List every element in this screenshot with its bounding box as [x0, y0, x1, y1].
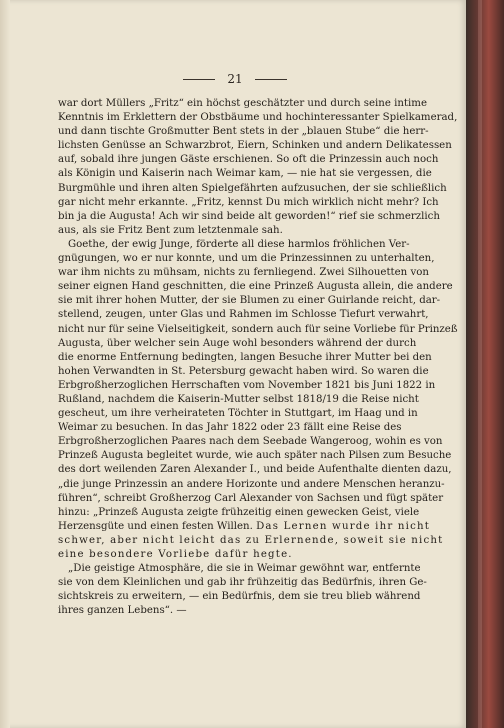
- text-line: Erbgroßherzoglichen Paares nach dem Seebade Wangeroog, wohin es von: [58, 436, 443, 448]
- text-line: Weimar zu besuchen. In das Jahr 1822 oder 23 fällt eine Reise des: [58, 422, 402, 434]
- text-line: gnügungen, wo er nur konnte, und um die Prinzessinnen zu unterhalten,: [58, 253, 435, 265]
- text-line-segment: Herzensgüte und einen festen Willen.: [58, 520, 257, 532]
- text-line-spaced-segment: Das Lernen wurde ihr nicht: [256, 520, 431, 532]
- text-line: eine besondere Vorliebe dafür hegte.: [58, 549, 293, 560]
- text-line: lichsten Genüsse an Schwarzbrot, Eiern, Schinken und andern Delikatessen: [58, 140, 452, 152]
- text-line: stellend, zeugen, unter Glas und Rahmen im Schlosse Tiefurt verwahrt,: [58, 309, 429, 321]
- text-line: war dort Müllers „Fritz“ ein höchst geschätzter und durch seine intime: [58, 98, 427, 109]
- header-rule-right: [255, 79, 287, 80]
- text-line: hohen Verwandten in St. Petersburg gewacht haben wird. So waren die: [58, 365, 429, 377]
- text-line: gescheut, um ihre verheirateten Töchter in Stuttgart, im Haag und in: [58, 408, 418, 420]
- text-line: bin ja die Augusta! Ach wir sind beide alt geworden!“ rief sie schmerzlich: [58, 210, 440, 222]
- text-line: war ihm nichts zu mühsam, nichts zu fernliegend. Zwei Silhouetten von: [58, 267, 429, 279]
- text-line: nicht nur für seine Vielseitigkeit, sondern auch für seine Vorliebe für Prinzeß: [58, 323, 458, 335]
- text-line: seiner eignen Hand geschnitten, die eine Prinzeß Augusta allein, die andere: [58, 281, 453, 293]
- book-cover-edge: [466, 0, 504, 728]
- text-line: auf, sobald ihre jungen Gäste erschienen. So oft die Prinzessin auch noch: [58, 154, 439, 166]
- text-line: „die junge Prinzessin an andere Horizonte und andere Menschen heranzu-: [58, 478, 445, 490]
- page-number: 21: [227, 72, 243, 86]
- header-rule-left: [183, 79, 215, 80]
- text-line: Burgmühle und ihren alten Spielgefährten aufzusuchen, der sie schließlich: [58, 182, 447, 194]
- text-line: Kenntnis im Erklettern der Obstbäume und hochinteressanter Spielkamerad,: [58, 112, 458, 124]
- text-line: sie von dem Kleinlichen und gab ihr frühzeitig das Bedürfnis, ihren Ge-: [58, 577, 427, 589]
- text-line: sichtskreis zu erweitern, — ein Bedürfnis, dem sie treu blieb während: [58, 591, 421, 603]
- gutter-shadow: [0, 0, 10, 728]
- text-line: Augusta, über welcher sein Auge wohl besonders während der durch: [58, 337, 417, 349]
- book-cover-highlight: [478, 0, 482, 728]
- text-line: hinzu: „Prinzeß Augusta zeigte frühzeitig einen gewecken Geist, viele: [58, 506, 420, 518]
- text-line: gar nicht mehr erkannte. „Fritz, kennst Du mich wirklich nicht mehr? Ich: [58, 196, 439, 208]
- text-line: als Königin und Kaiserin nach Weimar kam, — nie hat sie vergessen, die: [58, 168, 432, 180]
- text-line: schwer, aber nicht leicht das zu Erlernende, soweit sie nicht: [58, 534, 444, 546]
- text-line: ihres ganzen Lebens“. —: [58, 605, 187, 617]
- text-line: führen“, schreibt Großherzog Carl Alexander von Sachsen und fügt später: [58, 492, 444, 504]
- text-line: aus, als sie Fritz Bent zum letztenmale sah.: [58, 224, 283, 236]
- body-text: [58, 97, 458, 618]
- text-line: [58, 520, 431, 534]
- text-line: des dort weilenden Zaren Alexander I., und beide Aufenthalte dienten dazu,: [58, 464, 452, 476]
- page-header: [140, 72, 330, 86]
- text-line: sie mit ihrer hohen Mutter, der sie Blumen zu einer Guirlande reicht, dar-: [58, 295, 441, 307]
- text-line: Goethe, der ewig Junge, förderte all diese harmlos fröhlichen Ver-: [68, 238, 410, 250]
- text-line: die enorme Entfernung bedingten, langen Besuche ihrer Mutter bei den: [58, 351, 432, 363]
- text-line: Erbgroßherzoglichen Herrschaften vom November 1821 bis Juni 1822 in: [58, 379, 436, 391]
- text-line: und dann tischte Großmutter Bent stets in der „blauen Stube“ die herr-: [58, 126, 429, 138]
- text-line: Rußland, nachdem die Kaiserin-Mutter selbst 1818/19 die Reise nicht: [58, 393, 419, 405]
- text-line: Prinzeß Augusta begleitet wurde, wie auch später nach Pilsen zum Besuche: [58, 450, 452, 462]
- text-line: „Die geistige Atmosphäre, die sie in Weimar gewöhnt war, entfernte: [68, 563, 421, 575]
